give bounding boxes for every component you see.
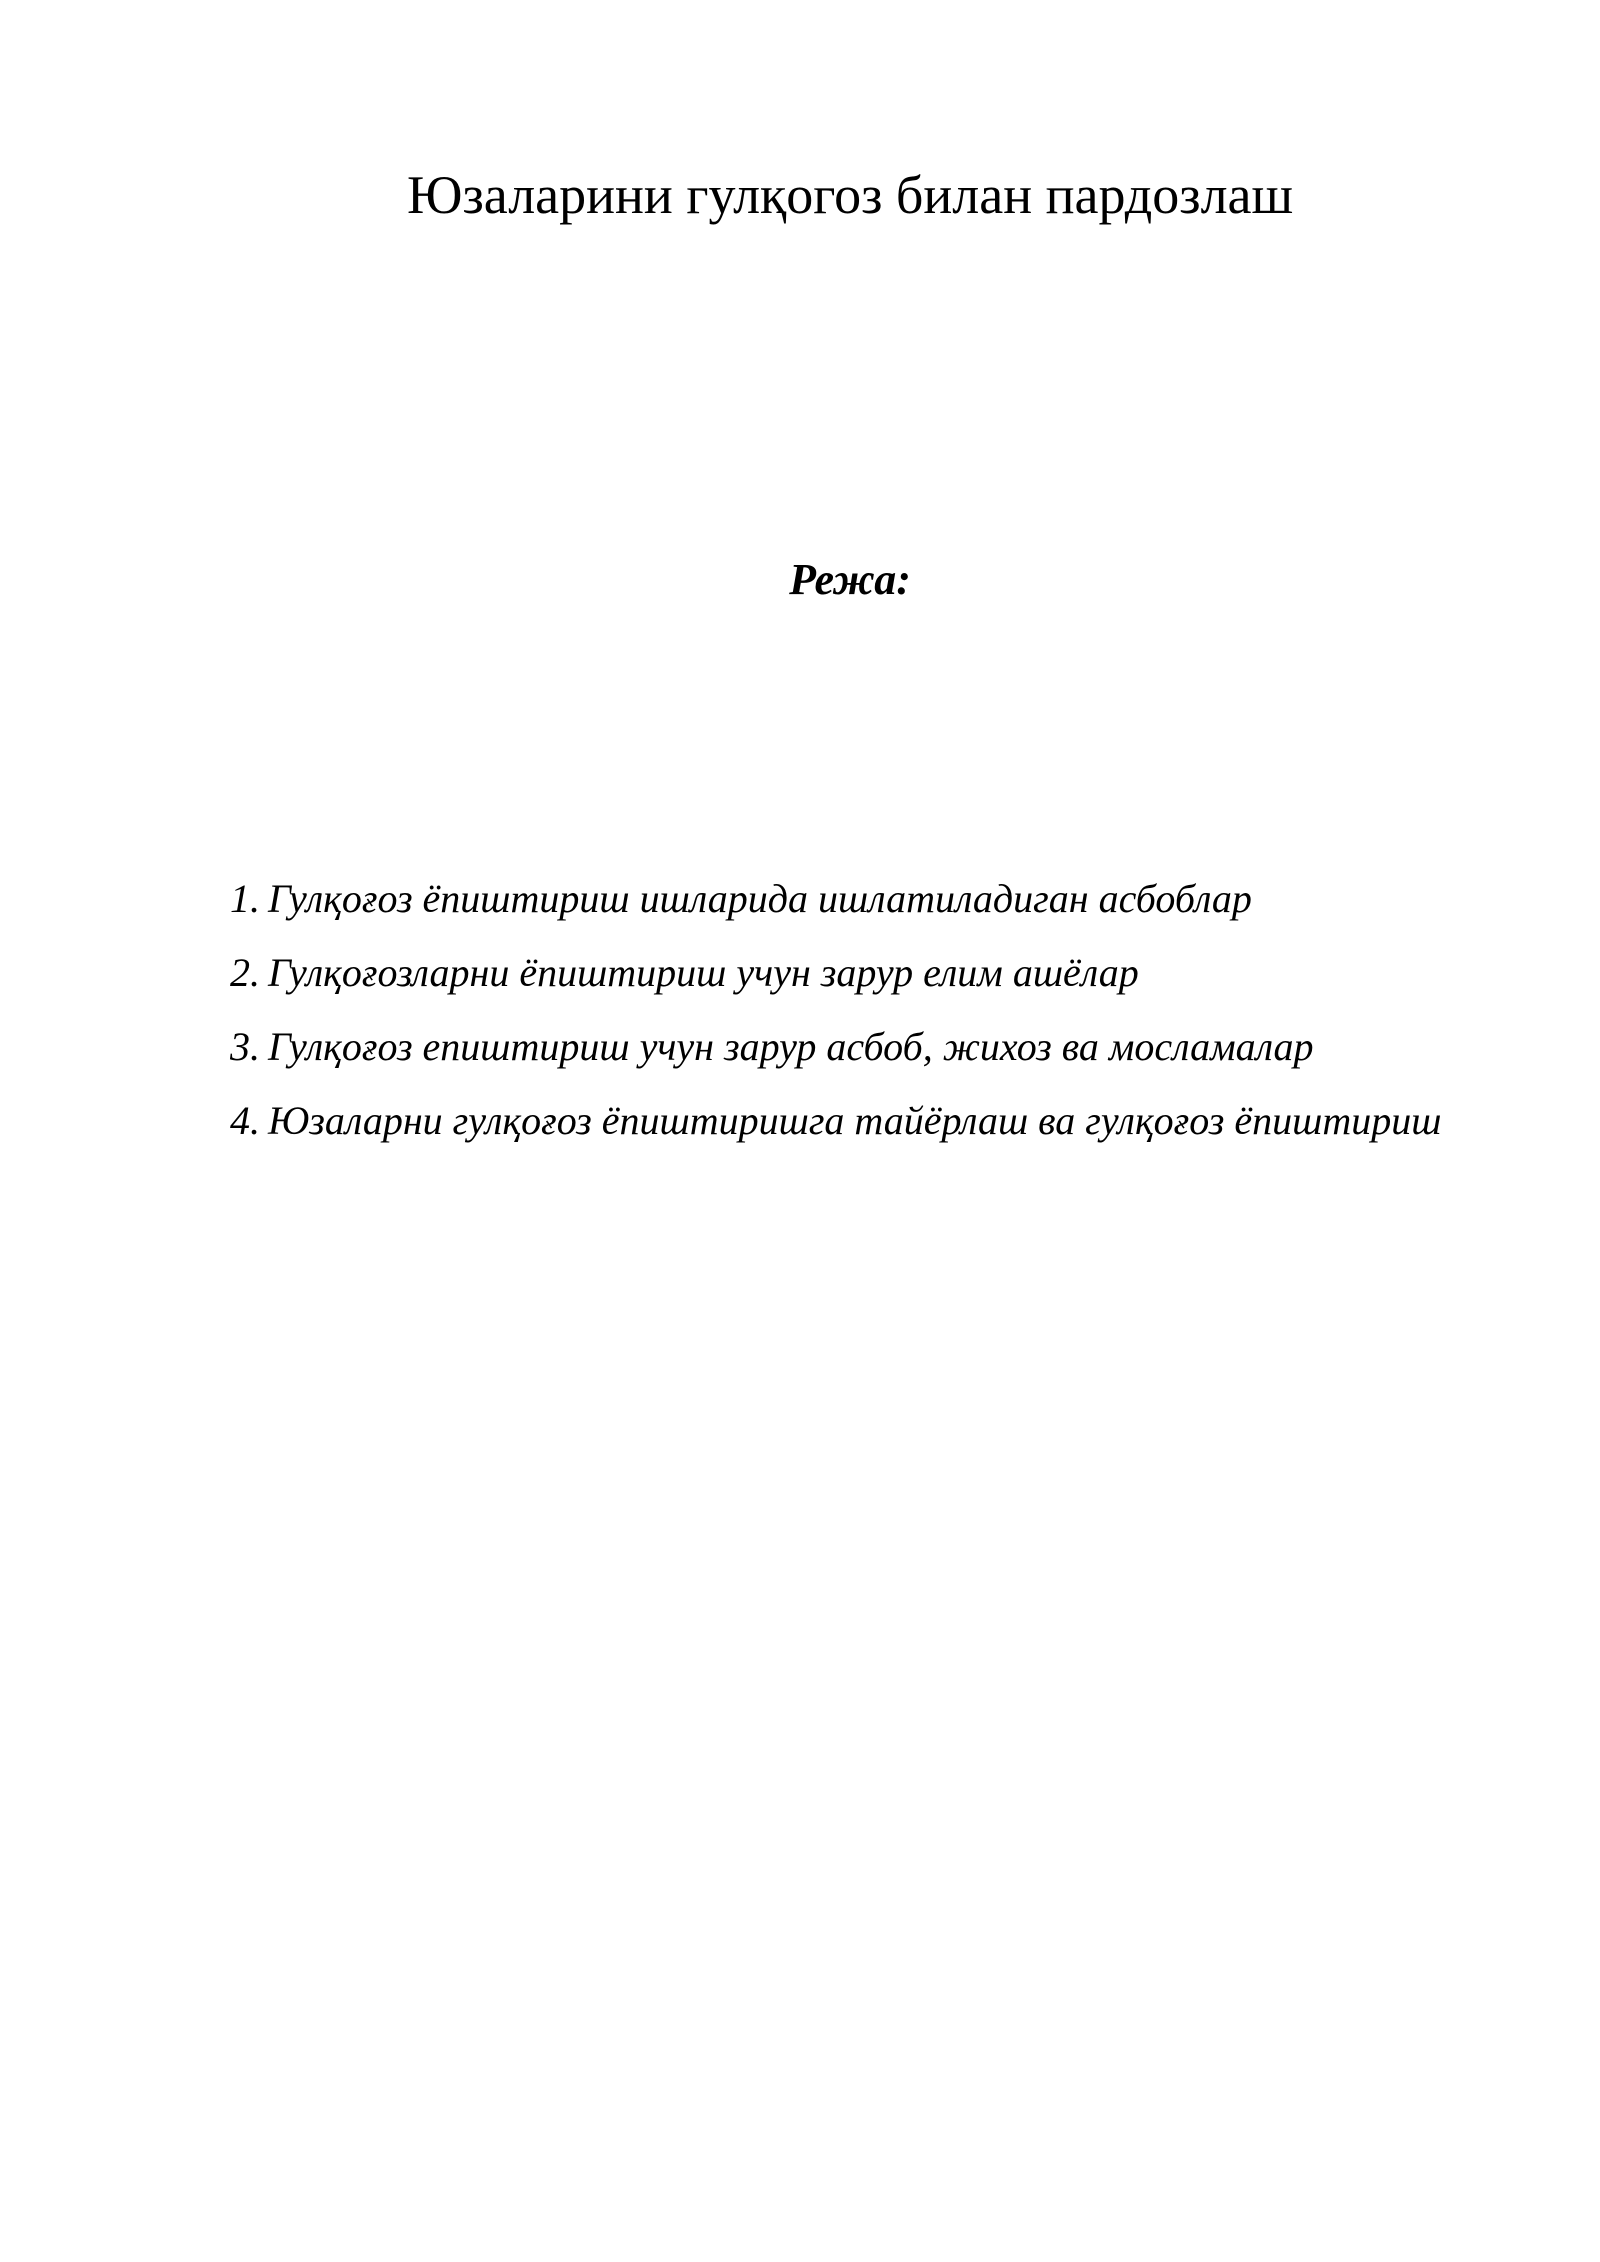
plan-item-1	[230, 862, 1460, 936]
plan-item-text: Гулқоғоз ёпиштириш ишларида ишлатиладиган асбоблар	[268, 876, 1252, 921]
page-title: Юзаларини гулқогоз билан пардозлаш	[406, 165, 1294, 225]
plan-item-number: 4.	[230, 1098, 260, 1143]
plan-item-3	[230, 1010, 1460, 1084]
plan-item-text: Юзаларни гулқоғоз ёпиштиришга тайёрлаш ва гулқоғоз ёпиштириш	[268, 1098, 1442, 1143]
plan-item-text: Гулқоғоз епиштириш учун зарур асбоб, жихоз ва мосламалар	[268, 1024, 1314, 1069]
plan-list	[230, 862, 1460, 1158]
plan-heading: Режа:	[789, 555, 911, 604]
plan-item-number: 1.	[230, 876, 260, 921]
plan-item-number: 2.	[230, 950, 260, 995]
plan-item-4	[230, 1084, 1460, 1158]
plan-item-text: Гулқоғозларни ёпиштириш учун зарур елим ашёлар	[268, 950, 1139, 995]
plan-item-2	[230, 936, 1460, 1010]
plan-item-number: 3.	[230, 1024, 260, 1069]
